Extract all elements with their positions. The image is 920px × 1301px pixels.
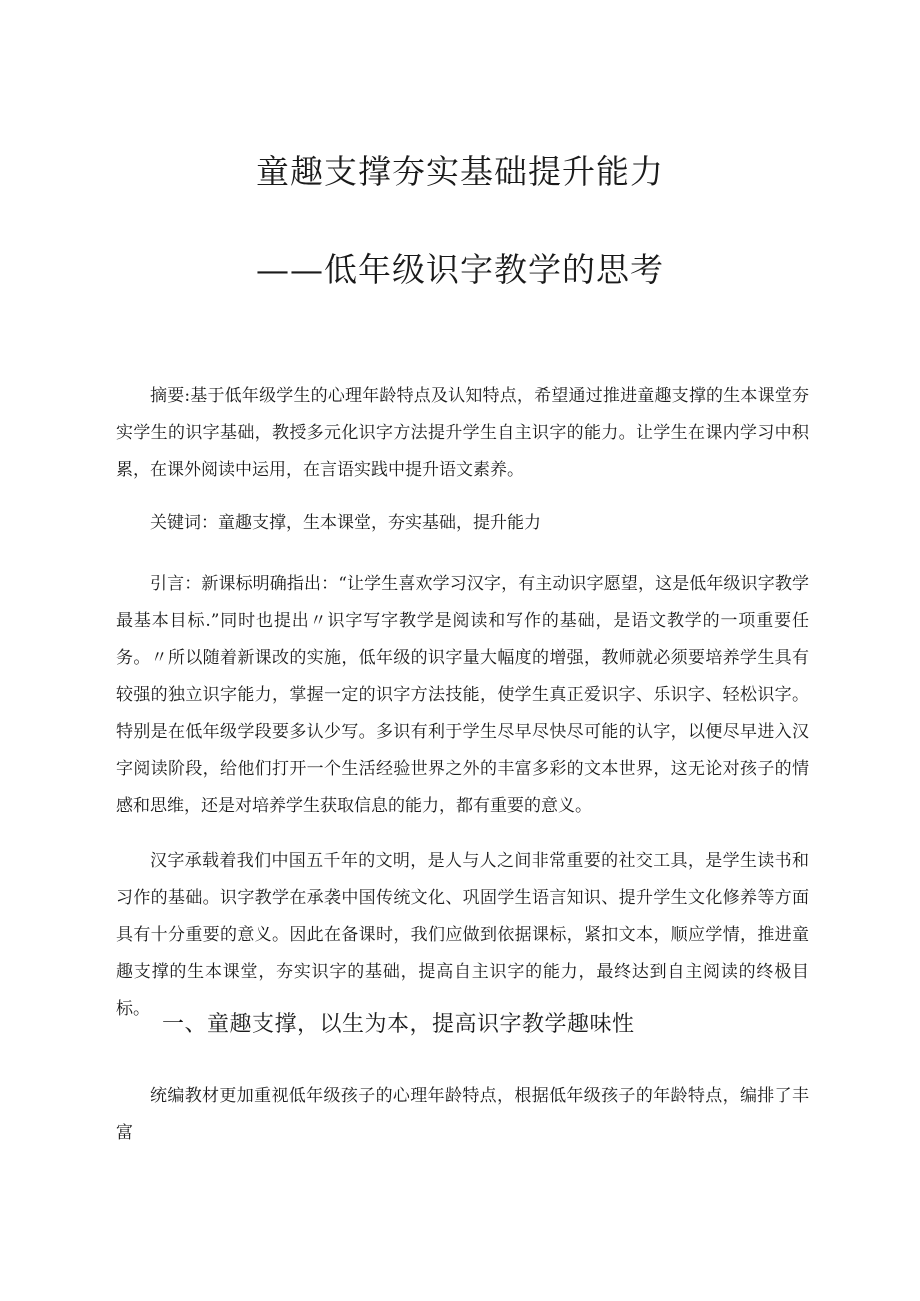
- section-1-paragraph: 统编教材更加重视低年级孩子的心理年龄特点，根据低年级孩子的年龄特点，编排了丰富: [116, 1086, 809, 1143]
- document-subtitle: ——低年级识字教学的思考: [256, 250, 664, 289]
- document-title: 童趣支撑夯实基础提升能力: [256, 152, 664, 191]
- section-1-heading: 一、童趣支撑，以生为本，提高识字教学趣味性: [162, 1012, 635, 1037]
- abstract-paragraph: 摘要:基于低年级学生的心理年龄特点及认知特点，希望通过推进童趣支撑的生本课堂夯实学生的识字基础，教授多元化识字方法提升学生自主识字的能力。让学生在课内学习中积累，在课外阅读中运用，在言语实践中提升语文素养。: [116, 386, 809, 480]
- keywords-paragraph: 关键词：童趣支撑，生本课堂，夯实基础，提升能力: [150, 513, 541, 533]
- intro-paragraph: 引言：新课标明确指出：“让学生喜欢学习汉字，有主动识字愿望，这是低年级识字教学最基本目标.”同时也提出〃识字写字教学是阅读和写作的基础，是语文教学的一项重要任务。〃所以随着新课改的实施，低年级的识字量大幅度的增强，教师就必须要培养学生具有较强的独立识字能力，掌握一定的识字方法技能，使学生真正爱识字、乐识字、轻松识字。特别是在低年级学段要多认少写。多识有利于学生尽早尽快尽可能的认字，以便尽早进入汉字阅读阶段，给他们打开一个生活经验世界之外的丰富多彩的文本世界，这无论对孩子的情感和思维，还是对培养学生获取信息的能力，都有重要的意义。: [116, 574, 809, 816]
- hanzi-paragraph: 汉字承载着我们中国五千年的文明，是人与人之间非常重要的社交工具，是学生读书和习作的基础。识字教学在承袭中国传统文化、巩固学生语言知识、提升学生文化修养等方面具有十分重要的意义。因此在备课时，我们应做到依据课标，紧扣文本，顺应学情，推进童趣支撑的生本课堂，夯实识字的基础，提高自主识字的能力，最终达到自主阅读的终极目标。: [116, 851, 809, 1019]
